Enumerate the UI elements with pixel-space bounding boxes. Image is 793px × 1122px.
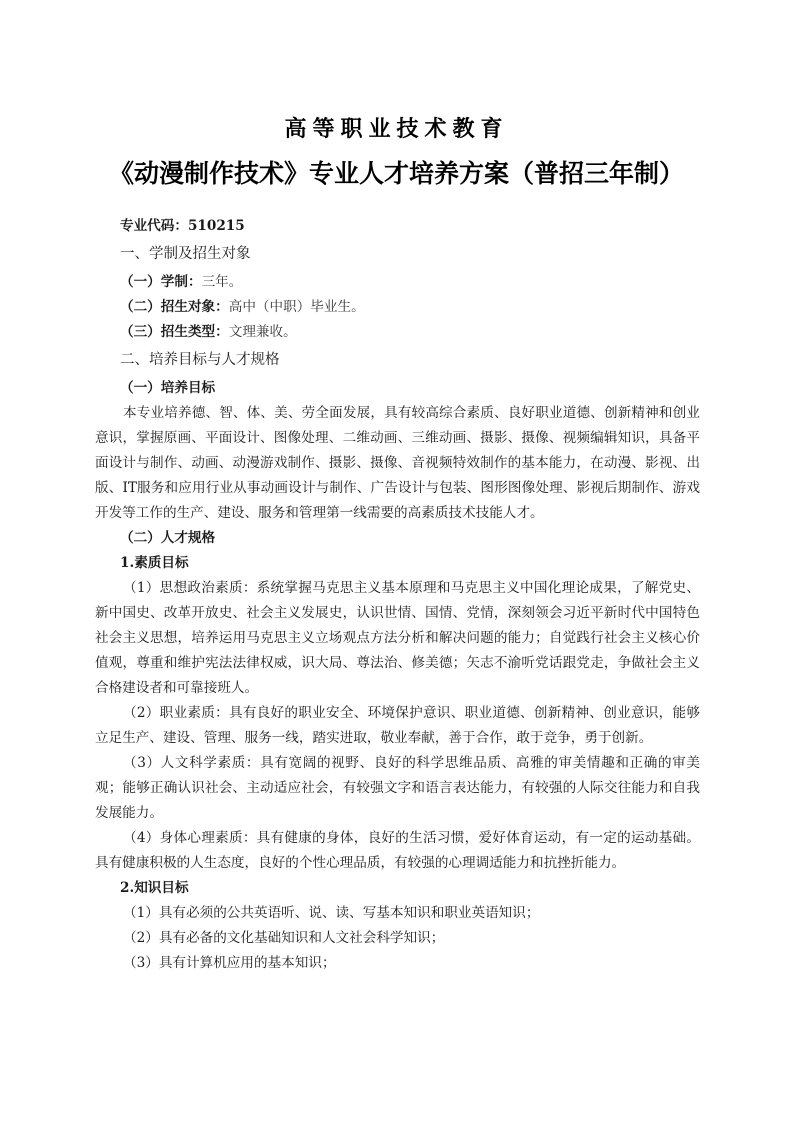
knowledge-item: （1）具有必须的公共英语听、说、读、写基本知识和职业英语知识； (123, 905, 540, 921)
item-enrollment-type (95, 320, 700, 345)
item-value: 文理兼收。 (228, 324, 297, 340)
major-code (95, 214, 700, 239)
subsection-heading-training-goal: （一）培养目标 (120, 380, 216, 396)
document-body (95, 214, 700, 976)
knowledge-item: （2）具有必备的文化基础知识和人文社会科学知识； (123, 930, 445, 946)
major-code-label: 专业代码： (120, 218, 188, 234)
section-heading-1: 一、学制及招生对象 (120, 246, 251, 262)
subsection-heading-talent-spec: （二）人才规格 (120, 530, 216, 546)
training-goal-paragraph: 本专业培养德、智、体、美、劳全面发展，具有较高综合素质、良好职业道德、创新精神和创业意识，掌握原画、平面设计、图像处理、二维动画、三维动画、摄影、摄像、视频编辑知识，具备平面设计与制作、动画、动漫游戏制作、摄影、摄像、音视频特效制作的基本能力，在动漫、影视、出版、IT服务和应用行业从事动画设计与制作、广告设计与包装、图形图像处理、影视后期制作、游戏开发等工作的生产、建设、服务和管理第一线需要的高素质技术技能人才。 (95, 405, 700, 521)
document-title-line1: 高等职业技术教育 (284, 117, 509, 142)
knowledge-item: （3）具有计算机应用的基本知识； (123, 955, 336, 971)
item-value: 三年。 (201, 274, 243, 290)
item-label: （一）学制： (120, 274, 202, 290)
quality-item-political: （1）思想政治素质：系统掌握马克思主义基本原理和马克思主义中国化理论成果，了解党史、新中国史、改革开放史、社会主义发展史，认识世情、国情、党情，深刻领会习近平新时代中国特色社会主义思想，培养运用马克思主义立场观点方法分析和解决问题的能力；自觉践行社会主义核心价值观，尊重和维护宪法法律权威，识大局、尊法治、修美德；矢志不渝听党话跟党走，争做社会主义合格建设者和可靠接班人。 (95, 580, 700, 696)
item-label: （二）招生对象： (120, 299, 229, 315)
item-label: （三）招生类型： (120, 324, 229, 340)
document-title-line2: 《动漫制作技术》专业人才培养方案（普招三年制） (108, 159, 684, 188)
knowledge-goal-heading: 2.知识目标 (120, 880, 189, 896)
item-enrollment-target (95, 295, 700, 320)
item-value: 高中（中职）毕业生。 (228, 299, 365, 315)
section-heading-2: 二、培养目标与人才规格 (120, 352, 280, 368)
quality-item-physical: （4）身体心理素质：具有健康的身体，良好的生活习惯，爱好体育运动，有一定的运动基础。具有健康积极的人生态度，良好的个性心理品质，有较强的心理调适能力和抗挫折能力。 (95, 830, 700, 871)
quality-item-humanities: （3）人文科学素质：具有宽阔的视野、良好的科学思维品质、高雅的审美情趣和正确的审美观；能够正确认识社会、主动适应社会，有较强文字和语言表达能力，有较强的人际交往能力和自我发展能力。 (95, 755, 700, 821)
major-code-value: 510215 (187, 218, 245, 234)
quality-item-professional: （2）职业素质：具有良好的职业安全、环境保护意识、职业道德、创新精神、创业意识，能够立足生产、建设、管理、服务一线，踏实进取，敬业奉献，善于合作，敢于竞争，勇于创新。 (95, 705, 700, 746)
item-duration (95, 270, 700, 295)
quality-goal-heading: 1.素质目标 (120, 555, 189, 571)
